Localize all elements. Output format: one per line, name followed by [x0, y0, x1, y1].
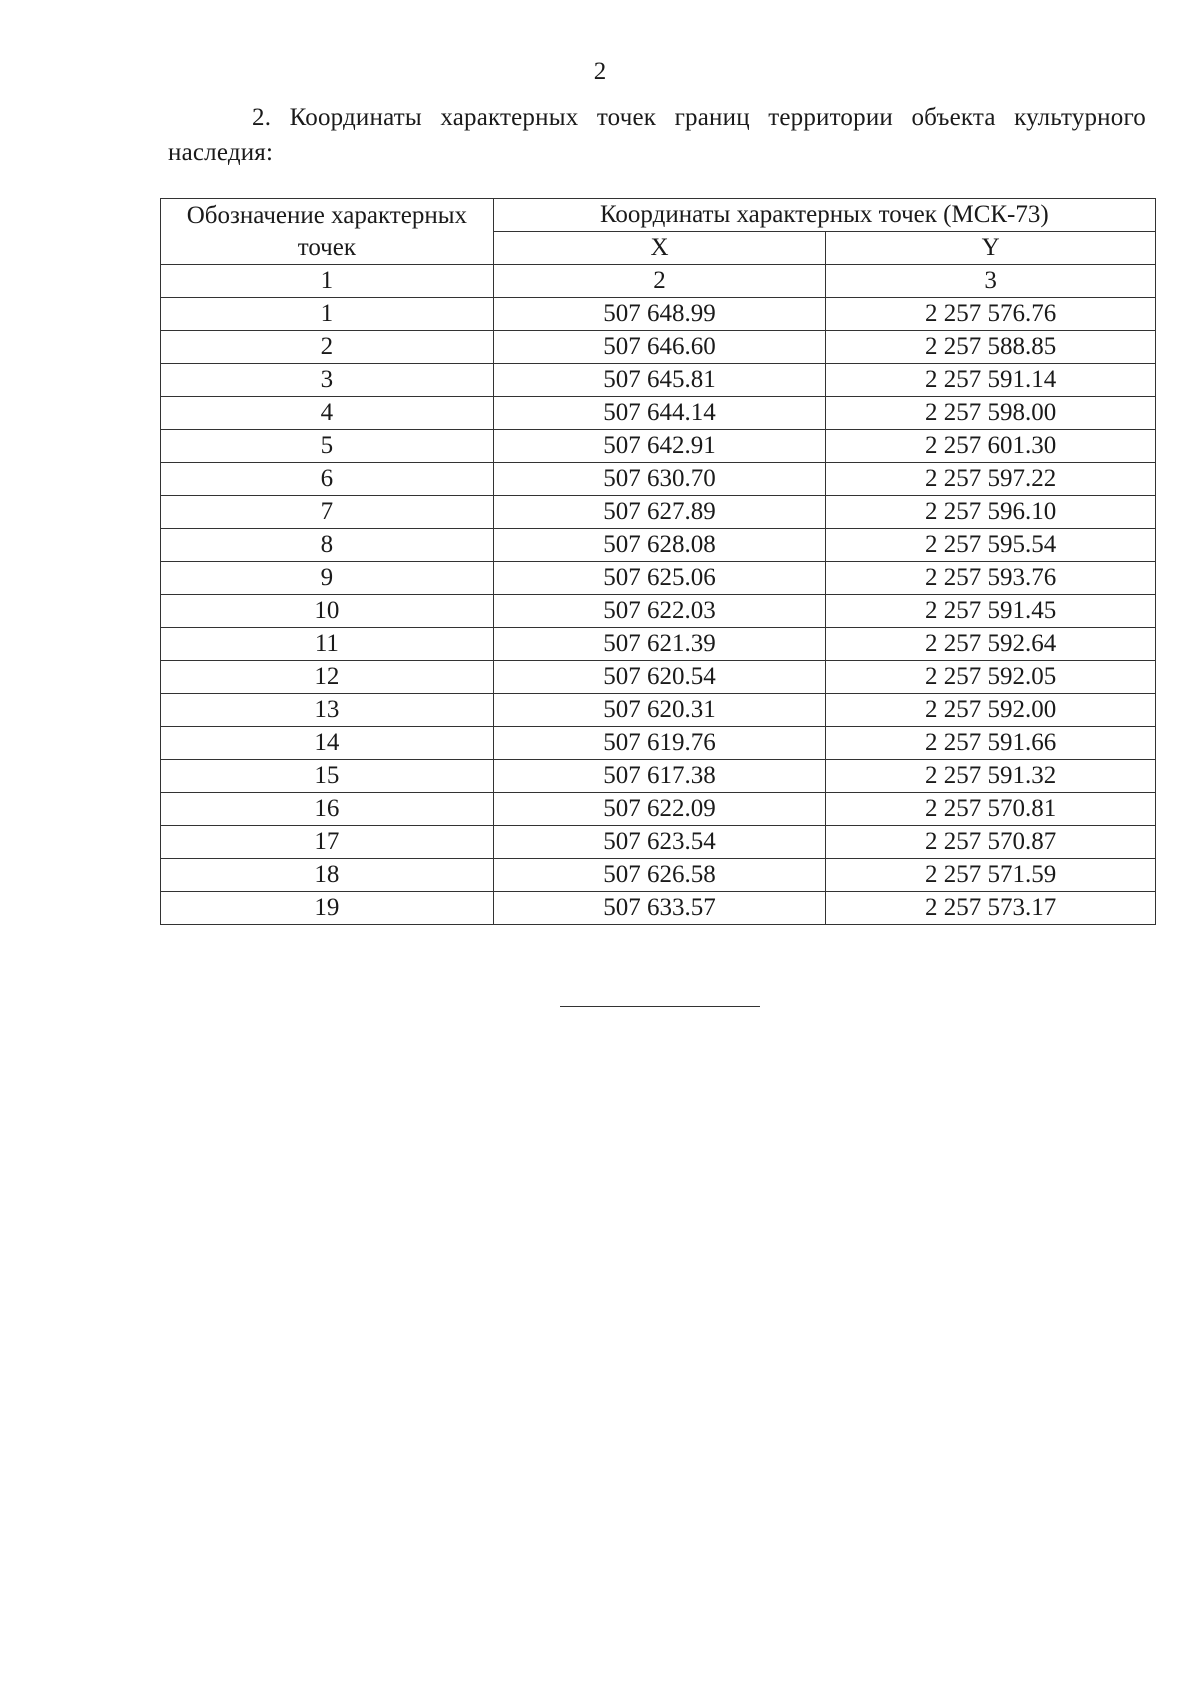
table-row [161, 793, 1156, 826]
point-cell: 15 [161, 760, 494, 793]
y-coordinate-cell: 2 257 592.05 [826, 661, 1156, 694]
y-coordinate-cell: 2 257 576.76 [826, 298, 1156, 331]
table-row [161, 397, 1156, 430]
column-number: 3 [826, 265, 1156, 298]
coordinates-header: Координаты характерных точек (МСК-73) [493, 199, 1155, 232]
y-coordinate-cell: 2 257 592.64 [826, 628, 1156, 661]
point-cell: 19 [161, 892, 494, 925]
x-coordinate-cell: 507 630.70 [493, 463, 826, 496]
table-header [161, 199, 1156, 298]
point-cell: 11 [161, 628, 494, 661]
y-coordinate-cell: 2 257 598.00 [826, 397, 1156, 430]
page-number: 2 [593, 58, 607, 85]
y-column-header: Y [826, 232, 1156, 265]
point-cell: 18 [161, 859, 494, 892]
x-coordinate-cell: 507 622.03 [493, 595, 826, 628]
x-coordinate-cell: 507 617.38 [493, 760, 826, 793]
closing-rule [560, 1006, 760, 1007]
x-coordinate-cell: 507 621.39 [493, 628, 826, 661]
y-coordinate-cell: 2 257 593.76 [826, 562, 1156, 595]
point-cell: 2 [161, 331, 494, 364]
column-number: 2 [493, 265, 826, 298]
point-cell: 17 [161, 826, 494, 859]
y-coordinate-cell: 2 257 571.59 [826, 859, 1156, 892]
coordinates-table [160, 198, 1156, 925]
table-row [161, 859, 1156, 892]
table-body [161, 298, 1156, 925]
table-row [161, 364, 1156, 397]
point-cell: 13 [161, 694, 494, 727]
y-coordinate-cell: 2 257 570.81 [826, 793, 1156, 826]
point-cell: 1 [161, 298, 494, 331]
x-coordinate-cell: 507 620.54 [493, 661, 826, 694]
point-cell: 5 [161, 430, 494, 463]
table-row [161, 760, 1156, 793]
table-row [161, 628, 1156, 661]
point-cell: 4 [161, 397, 494, 430]
y-coordinate-cell: 2 257 588.85 [826, 331, 1156, 364]
table-row [161, 331, 1156, 364]
x-coordinate-cell: 507 619.76 [493, 727, 826, 760]
y-coordinate-cell: 2 257 596.10 [826, 496, 1156, 529]
x-coordinate-cell: 507 642.91 [493, 430, 826, 463]
point-designation-header: Обозначение характерных точек [161, 199, 494, 265]
y-coordinate-cell: 2 257 591.14 [826, 364, 1156, 397]
y-coordinate-cell: 2 257 601.30 [826, 430, 1156, 463]
point-cell: 8 [161, 529, 494, 562]
point-cell: 16 [161, 793, 494, 826]
point-cell: 14 [161, 727, 494, 760]
x-coordinate-cell: 507 648.99 [493, 298, 826, 331]
y-coordinate-cell: 2 257 595.54 [826, 529, 1156, 562]
x-coordinate-cell: 507 645.81 [493, 364, 826, 397]
column-number: 1 [161, 265, 494, 298]
table-row [161, 298, 1156, 331]
table-row [161, 430, 1156, 463]
section-heading-paragraph: 2. Координаты характерных точек границ территории объекта культурного наследия: [168, 104, 1146, 166]
x-coordinate-cell: 507 644.14 [493, 397, 826, 430]
y-coordinate-cell: 2 257 591.32 [826, 760, 1156, 793]
y-coordinate-cell: 2 257 597.22 [826, 463, 1156, 496]
table-row [161, 694, 1156, 727]
x-column-header: X [493, 232, 826, 265]
table-row [161, 826, 1156, 859]
table-row [161, 496, 1156, 529]
x-coordinate-cell: 507 625.06 [493, 562, 826, 595]
y-coordinate-cell: 2 257 592.00 [826, 694, 1156, 727]
x-coordinate-cell: 507 626.58 [493, 859, 826, 892]
table-row [161, 463, 1156, 496]
point-cell: 3 [161, 364, 494, 397]
point-cell: 12 [161, 661, 494, 694]
table-row [161, 595, 1156, 628]
x-coordinate-cell: 507 620.31 [493, 694, 826, 727]
y-coordinate-cell: 2 257 570.87 [826, 826, 1156, 859]
table-row [161, 661, 1156, 694]
y-coordinate-cell: 2 257 591.66 [826, 727, 1156, 760]
x-coordinate-cell: 507 627.89 [493, 496, 826, 529]
point-cell: 6 [161, 463, 494, 496]
x-coordinate-cell: 507 633.57 [493, 892, 826, 925]
table-row [161, 892, 1156, 925]
x-coordinate-cell: 507 628.08 [493, 529, 826, 562]
x-coordinate-cell: 507 623.54 [493, 826, 826, 859]
point-cell: 9 [161, 562, 494, 595]
y-coordinate-cell: 2 257 573.17 [826, 892, 1156, 925]
x-coordinate-cell: 507 622.09 [493, 793, 826, 826]
y-coordinate-cell: 2 257 591.45 [826, 595, 1156, 628]
table-row [161, 727, 1156, 760]
table-row [161, 529, 1156, 562]
point-cell: 7 [161, 496, 494, 529]
column-numbers-row [161, 265, 1156, 298]
x-coordinate-cell: 507 646.60 [493, 331, 826, 364]
table-row [161, 562, 1156, 595]
point-cell: 10 [161, 595, 494, 628]
